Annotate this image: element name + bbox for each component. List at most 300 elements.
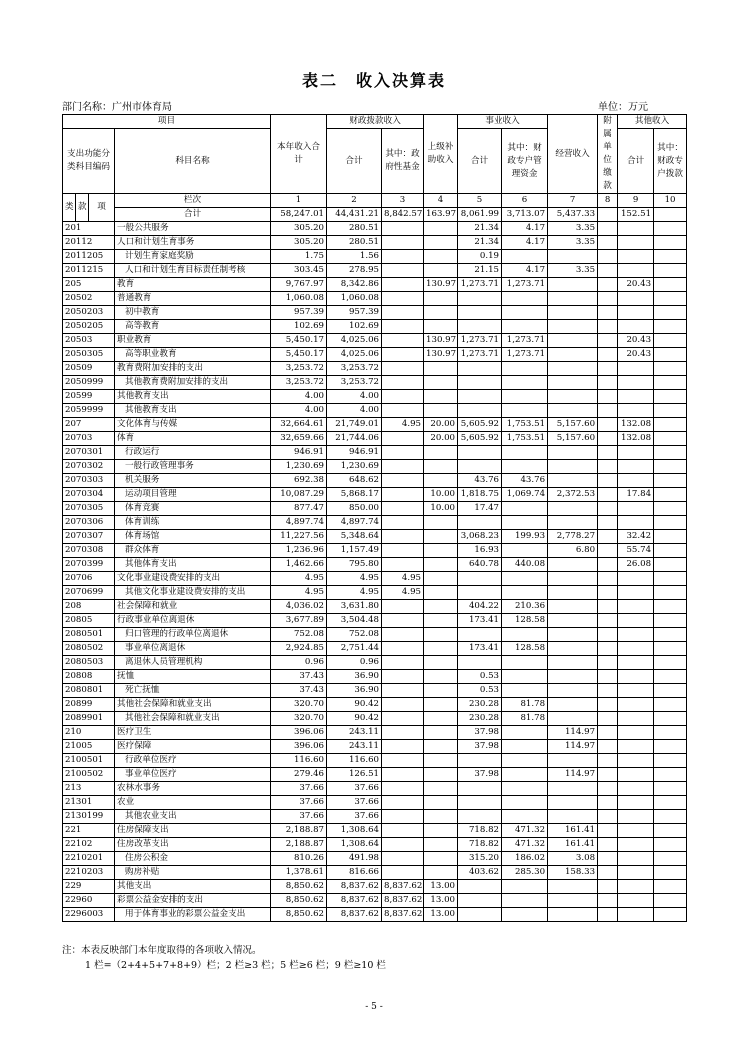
row-value [598, 852, 618, 866]
row-value [618, 446, 654, 460]
row-code: 2070307 [63, 530, 115, 544]
row-value [618, 572, 654, 586]
row-value [654, 614, 687, 628]
row-value: 4.95 [271, 572, 327, 586]
header-other-special: 其中：财政专户拨款 [654, 129, 687, 194]
row-value [502, 544, 548, 558]
row-value [502, 516, 548, 530]
row-value: 285.30 [502, 866, 548, 880]
row-value: 37.66 [327, 810, 382, 824]
column-no: 8 [598, 194, 618, 208]
row-value: 130.97 [424, 348, 458, 362]
row-value [548, 306, 598, 320]
row-value [618, 460, 654, 474]
sum-value [598, 208, 618, 222]
row-code: 2210203 [63, 866, 115, 880]
row-value: 957.39 [271, 306, 327, 320]
department-name: 部门名称：广州市体育局 [62, 102, 172, 113]
row-value [618, 250, 654, 264]
row-value [654, 824, 687, 838]
row-value [654, 894, 687, 908]
row-value [502, 250, 548, 264]
row-value: 37.66 [271, 782, 327, 796]
row-value: 90.42 [327, 712, 382, 726]
table-row [63, 544, 687, 558]
row-value: 305.20 [271, 236, 327, 250]
row-value: 1,060.08 [327, 292, 382, 306]
row-code: 20808 [63, 670, 115, 684]
table-row [63, 488, 687, 502]
table-row [63, 572, 687, 586]
row-value: 8,837.62 [382, 908, 424, 922]
row-value [548, 908, 598, 922]
row-value [548, 278, 598, 292]
row-value [502, 880, 548, 894]
row-value [424, 250, 458, 264]
row-value: 32.42 [618, 530, 654, 544]
row-value [458, 320, 502, 334]
row-value: 158.33 [548, 866, 598, 880]
table-row [63, 278, 687, 292]
row-value [598, 754, 618, 768]
row-value: 280.51 [327, 236, 382, 250]
row-subject-name: 人口和计划生育目标责任制考核 [115, 264, 271, 278]
row-value: 32,664.61 [271, 418, 327, 432]
row-value: 230.28 [458, 698, 502, 712]
row-value [382, 390, 424, 404]
row-value [502, 894, 548, 908]
row-value [654, 404, 687, 418]
row-value: 1,462.66 [271, 558, 327, 572]
row-code: 2050999 [63, 376, 115, 390]
row-value: 114.97 [548, 768, 598, 782]
row-value: 3,253.72 [271, 376, 327, 390]
row-value [458, 880, 502, 894]
row-subject-name: 事业单位医疗 [115, 768, 271, 782]
column-no: 2 [327, 194, 382, 208]
row-value: 8,837.62 [382, 880, 424, 894]
row-subject-name: 其他教育支出 [115, 404, 271, 418]
row-value: 440.08 [502, 558, 548, 572]
row-value [654, 698, 687, 712]
row-value: 26.08 [618, 558, 654, 572]
row-code: 2070305 [63, 502, 115, 516]
row-value [548, 642, 598, 656]
row-value [548, 334, 598, 348]
row-value: 404.22 [458, 600, 502, 614]
row-value [424, 572, 458, 586]
row-value [382, 670, 424, 684]
sum-value: 44,431.21 [327, 208, 382, 222]
row-value: 16.93 [458, 544, 502, 558]
row-value [424, 726, 458, 740]
row-value [382, 600, 424, 614]
table-row [63, 600, 687, 614]
row-value [598, 726, 618, 740]
row-value: 4,025.06 [327, 348, 382, 362]
row-value: 37.66 [327, 796, 382, 810]
row-value [618, 796, 654, 810]
row-value [618, 586, 654, 600]
row-value: 320.70 [271, 698, 327, 712]
row-value: 403.62 [458, 866, 502, 880]
row-value: 5,605.92 [458, 418, 502, 432]
row-code: 2050205 [63, 320, 115, 334]
row-value [424, 474, 458, 488]
header-fiscal: 财政拨款收入 [327, 115, 424, 129]
row-value [458, 446, 502, 460]
row-value [424, 516, 458, 530]
row-value [654, 796, 687, 810]
row-value: 1,753.51 [502, 432, 548, 446]
row-value [382, 712, 424, 726]
row-value [654, 250, 687, 264]
row-subject-name: 群众体育 [115, 544, 271, 558]
row-value [502, 796, 548, 810]
row-value [424, 544, 458, 558]
row-value: 5,868.17 [327, 488, 382, 502]
row-value [548, 460, 598, 474]
row-value [618, 908, 654, 922]
row-value [654, 754, 687, 768]
row-value [382, 544, 424, 558]
row-value [382, 614, 424, 628]
row-value [598, 600, 618, 614]
row-value [382, 698, 424, 712]
row-value: 173.41 [458, 642, 502, 656]
row-value [458, 306, 502, 320]
row-value [654, 726, 687, 740]
row-value: 37.43 [271, 670, 327, 684]
row-value: 4.17 [502, 264, 548, 278]
row-code: 20706 [63, 572, 115, 586]
row-value: 21.15 [458, 264, 502, 278]
row-value: 114.97 [548, 740, 598, 754]
row-value [598, 586, 618, 600]
row-value [598, 306, 618, 320]
row-value: 3.35 [548, 264, 598, 278]
row-value [598, 656, 618, 670]
row-subject-name: 高等职业教育 [115, 348, 271, 362]
row-value [654, 880, 687, 894]
row-value: 4,025.06 [327, 334, 382, 348]
row-code: 2080503 [63, 656, 115, 670]
table-row [63, 418, 687, 432]
row-value [458, 628, 502, 642]
row-value: 4,036.02 [271, 600, 327, 614]
row-value [618, 614, 654, 628]
table-row [63, 824, 687, 838]
row-value: 5,348.64 [327, 530, 382, 544]
row-code: 2089901 [63, 712, 115, 726]
row-value: 1,308.64 [327, 824, 382, 838]
table-row [63, 460, 687, 474]
table-row [63, 684, 687, 698]
row-value [618, 866, 654, 880]
row-value: 43.76 [502, 474, 548, 488]
row-value [598, 236, 618, 250]
row-value [382, 558, 424, 572]
row-code: 208 [63, 600, 115, 614]
row-value [598, 488, 618, 502]
row-value [598, 558, 618, 572]
row-value [548, 516, 598, 530]
row-value: 8,837.62 [327, 880, 382, 894]
row-value [654, 810, 687, 824]
header-subject-name: 科目名称 [115, 129, 271, 194]
row-value: 4.00 [271, 390, 327, 404]
row-value [502, 908, 548, 922]
row-value [382, 838, 424, 852]
row-code: 2070308 [63, 544, 115, 558]
row-value: 320.70 [271, 712, 327, 726]
row-value: 17.47 [458, 502, 502, 516]
row-code: 2011215 [63, 264, 115, 278]
row-value [598, 544, 618, 558]
row-value [654, 782, 687, 796]
row-value [598, 740, 618, 754]
row-value [382, 292, 424, 306]
table-row [63, 222, 687, 236]
row-value: 37.98 [458, 768, 502, 782]
row-subject-name: 其他教育费附加安排的支出 [115, 376, 271, 390]
row-value: 810.26 [271, 852, 327, 866]
row-value: 1.56 [327, 250, 382, 264]
row-code: 2070301 [63, 446, 115, 460]
row-value [548, 600, 598, 614]
row-value [502, 390, 548, 404]
table-row [63, 474, 687, 488]
row-value [654, 516, 687, 530]
row-value: 116.60 [327, 754, 382, 768]
row-value [598, 348, 618, 362]
row-value [618, 684, 654, 698]
row-value [618, 754, 654, 768]
table-row [63, 838, 687, 852]
row-value: 396.06 [271, 740, 327, 754]
row-code: 21005 [63, 740, 115, 754]
row-value: 130.97 [424, 278, 458, 292]
row-value: 2,188.87 [271, 824, 327, 838]
row-value: 128.58 [502, 642, 548, 656]
header-fiscal-fund: 其中：政府性基金 [382, 129, 424, 194]
row-value [618, 628, 654, 642]
row-value [654, 712, 687, 726]
row-value [424, 320, 458, 334]
row-subject-name: 医疗卫生 [115, 726, 271, 740]
row-value [654, 432, 687, 446]
row-value [502, 586, 548, 600]
column-no-label: 栏次 [115, 194, 271, 208]
row-value: 305.20 [271, 222, 327, 236]
row-code: 20599 [63, 390, 115, 404]
row-value [424, 222, 458, 236]
row-value: 0.96 [271, 656, 327, 670]
row-value: 243.11 [327, 726, 382, 740]
table-row [63, 894, 687, 908]
row-value [424, 670, 458, 684]
row-value [548, 376, 598, 390]
row-value [598, 446, 618, 460]
header-xiang: 项 [89, 194, 115, 222]
row-value [618, 502, 654, 516]
table-row [63, 796, 687, 810]
row-value [618, 852, 654, 866]
row-value [382, 222, 424, 236]
row-value: 2,372.53 [548, 488, 598, 502]
row-value [502, 782, 548, 796]
row-value: 2,924.85 [271, 642, 327, 656]
row-value [618, 474, 654, 488]
row-value [548, 810, 598, 824]
row-value: 37.43 [271, 684, 327, 698]
row-value [548, 446, 598, 460]
row-value: 3,253.72 [327, 362, 382, 376]
row-value: 315.20 [458, 852, 502, 866]
row-value [424, 642, 458, 656]
header-business-total: 合计 [458, 129, 502, 194]
row-value: 396.06 [271, 726, 327, 740]
row-value [618, 516, 654, 530]
row-code: 2070699 [63, 586, 115, 600]
row-value: 230.28 [458, 712, 502, 726]
row-value: 3,631.80 [327, 600, 382, 614]
row-value [598, 432, 618, 446]
row-value [424, 306, 458, 320]
row-code: 22960 [63, 894, 115, 908]
row-value [654, 362, 687, 376]
row-subject-name: 其他支出 [115, 880, 271, 894]
row-code: 207 [63, 418, 115, 432]
row-value [502, 670, 548, 684]
sum-value: 152.51 [618, 208, 654, 222]
row-value [598, 292, 618, 306]
row-value [382, 656, 424, 670]
row-code: 2100502 [63, 768, 115, 782]
row-value [424, 684, 458, 698]
row-code: 2070304 [63, 488, 115, 502]
header-upper-subsidy: 上级补助收入 [424, 115, 458, 194]
table-row [63, 236, 687, 250]
row-value [382, 250, 424, 264]
row-code: 2011205 [63, 250, 115, 264]
row-value [618, 670, 654, 684]
row-value [598, 642, 618, 656]
row-value [502, 292, 548, 306]
column-no: 10 [654, 194, 687, 208]
row-value [548, 894, 598, 908]
row-value: 718.82 [458, 824, 502, 838]
sum-value [654, 208, 687, 222]
row-value: 8,837.62 [327, 894, 382, 908]
row-value [598, 838, 618, 852]
row-value [618, 320, 654, 334]
row-value: 37.66 [271, 810, 327, 824]
row-value: 8,837.62 [382, 894, 424, 908]
row-subject-name: 教育 [115, 278, 271, 292]
row-value [382, 502, 424, 516]
table-row [63, 908, 687, 922]
row-value [654, 236, 687, 250]
row-value [618, 740, 654, 754]
header-fiscal-total: 合计 [327, 129, 382, 194]
row-value [382, 768, 424, 782]
row-code: 229 [63, 880, 115, 894]
row-value: 648.62 [327, 474, 382, 488]
row-value [654, 656, 687, 670]
row-value: 128.58 [502, 614, 548, 628]
row-value [548, 586, 598, 600]
row-value [654, 418, 687, 432]
row-subject-name: 职业教育 [115, 334, 271, 348]
row-value: 186.02 [502, 852, 548, 866]
row-value [458, 516, 502, 530]
row-value: 3,253.72 [271, 362, 327, 376]
row-value: 132.08 [618, 432, 654, 446]
row-value: 0.53 [458, 684, 502, 698]
row-value [424, 712, 458, 726]
row-value [458, 376, 502, 390]
sum-row [63, 208, 687, 222]
row-value: 4.17 [502, 236, 548, 250]
row-value: 3.35 [548, 222, 598, 236]
row-code: 2100501 [63, 754, 115, 768]
row-value: 4.00 [271, 404, 327, 418]
row-value [548, 250, 598, 264]
row-value: 877.47 [271, 502, 327, 516]
row-value [654, 320, 687, 334]
row-value: 8,342.86 [327, 278, 382, 292]
row-value [598, 670, 618, 684]
row-value [548, 348, 598, 362]
row-value [598, 768, 618, 782]
row-subject-name: 医疗保障 [115, 740, 271, 754]
row-value [654, 740, 687, 754]
row-value [382, 852, 424, 866]
row-value [382, 684, 424, 698]
row-value: 10,087.29 [271, 488, 327, 502]
row-value [458, 586, 502, 600]
row-subject-name: 住房改革支出 [115, 838, 271, 852]
row-value [502, 362, 548, 376]
row-value: 4.95 [382, 572, 424, 586]
row-value [598, 474, 618, 488]
row-value [424, 390, 458, 404]
row-value: 946.91 [271, 446, 327, 460]
sum-value: 8,061.99 [458, 208, 502, 222]
row-value [598, 530, 618, 544]
row-value [424, 628, 458, 642]
row-value [382, 362, 424, 376]
row-value [502, 810, 548, 824]
row-value: 21,744.06 [327, 432, 382, 446]
row-value [598, 628, 618, 642]
table-row [63, 768, 687, 782]
row-value [598, 698, 618, 712]
row-value [598, 334, 618, 348]
row-code: 205 [63, 278, 115, 292]
row-value [458, 362, 502, 376]
row-value [424, 264, 458, 278]
row-value: 1,069.74 [502, 488, 548, 502]
row-value [654, 684, 687, 698]
table-row [63, 404, 687, 418]
row-value [424, 446, 458, 460]
row-subject-name: 死亡抚恤 [115, 684, 271, 698]
row-value [502, 306, 548, 320]
row-code: 2070302 [63, 460, 115, 474]
row-value: 3.08 [548, 852, 598, 866]
